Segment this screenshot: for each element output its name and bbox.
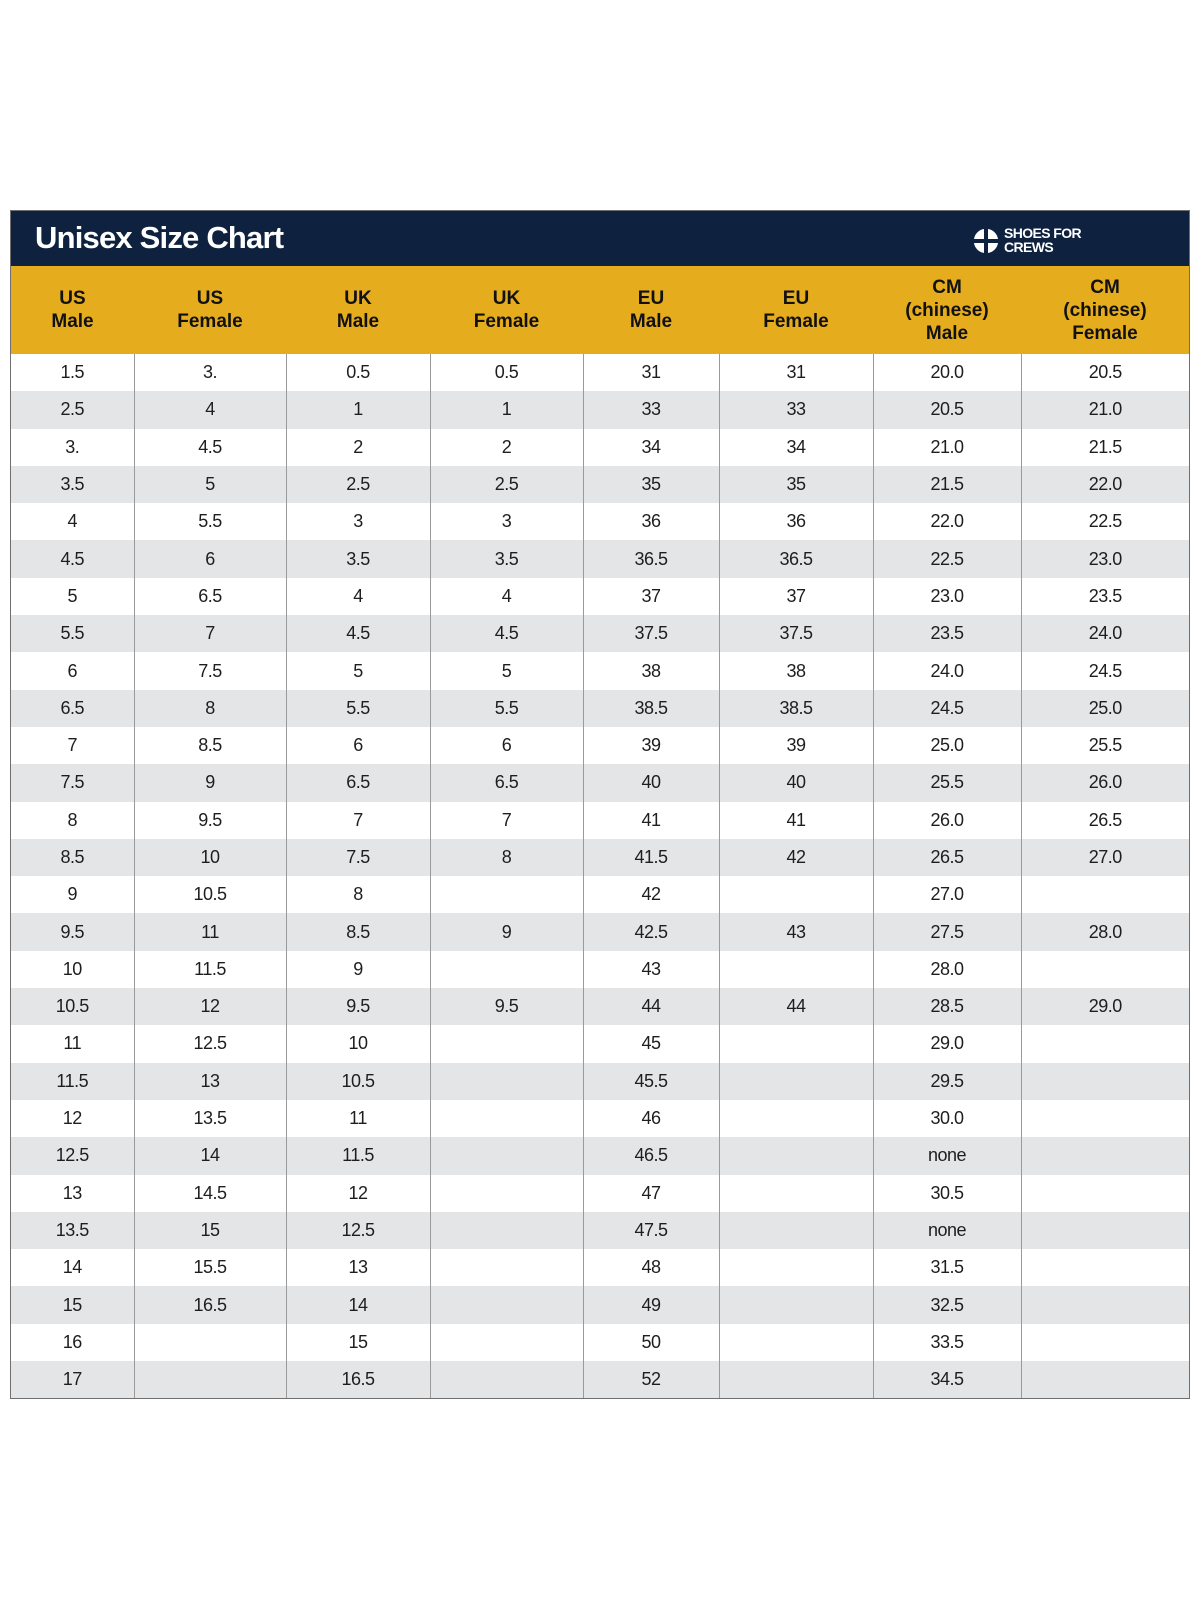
table-cell <box>430 1025 583 1062</box>
table-cell: 5 <box>430 652 583 689</box>
header-row <box>11 266 1189 354</box>
col-header-us-male: US Male <box>11 266 134 354</box>
table-cell: 21.5 <box>873 466 1021 503</box>
table-cell: 2.5 <box>11 391 134 428</box>
table-cell: 10.5 <box>11 988 134 1025</box>
table-cell: 4.5 <box>11 540 134 577</box>
table-cell: 14 <box>134 1137 286 1174</box>
table-cell: 24.0 <box>873 652 1021 689</box>
table-cell <box>719 1324 873 1361</box>
size-table <box>11 266 1189 1398</box>
table-cell <box>719 1175 873 1212</box>
table-cell <box>719 1361 873 1398</box>
table-cell: 7 <box>430 802 583 839</box>
table-cell: 3.5 <box>286 540 430 577</box>
table-cell: 32.5 <box>873 1286 1021 1323</box>
table-cell: 36 <box>583 503 719 540</box>
table-row <box>11 466 1189 503</box>
table-cell: 8.5 <box>11 839 134 876</box>
table-cell: 46.5 <box>583 1137 719 1174</box>
table-cell: 38 <box>719 652 873 689</box>
table-cell: 28.0 <box>873 951 1021 988</box>
table-cell: 6.5 <box>286 764 430 801</box>
table-cell: 11 <box>11 1025 134 1062</box>
table-cell <box>134 1324 286 1361</box>
table-row <box>11 503 1189 540</box>
col-header-uk-female: UK Female <box>430 266 583 354</box>
table-row <box>11 1175 1189 1212</box>
table-cell: 37 <box>719 578 873 615</box>
table-cell: 52 <box>583 1361 719 1398</box>
table-cell: 5 <box>11 578 134 615</box>
table-cell: 40 <box>719 764 873 801</box>
table-cell: 24.0 <box>1021 615 1189 652</box>
table-cell: 6 <box>134 540 286 577</box>
table-cell: 25.0 <box>1021 690 1189 727</box>
table-cell: 4 <box>430 578 583 615</box>
table-row <box>11 764 1189 801</box>
table-cell: 3 <box>430 503 583 540</box>
table-cell: 31 <box>583 354 719 391</box>
table-cell <box>719 1100 873 1137</box>
table-row <box>11 1286 1189 1323</box>
table-cell: 43 <box>583 951 719 988</box>
table-cell: 13 <box>11 1175 134 1212</box>
table-cell: 27.0 <box>1021 839 1189 876</box>
table-cell <box>1021 1212 1189 1249</box>
table-cell: 26.5 <box>873 839 1021 876</box>
table-cell: 47 <box>583 1175 719 1212</box>
table-cell <box>430 1361 583 1398</box>
table-cell <box>1021 1361 1189 1398</box>
table-cell: 41 <box>719 802 873 839</box>
table-row <box>11 540 1189 577</box>
table-row <box>11 1249 1189 1286</box>
table-cell: 26.0 <box>1021 764 1189 801</box>
table-cell: 13.5 <box>11 1212 134 1249</box>
table-cell: 20.0 <box>873 354 1021 391</box>
table-cell: 4.5 <box>134 429 286 466</box>
table-cell: 22.0 <box>1021 466 1189 503</box>
table-cell: 22.5 <box>1021 503 1189 540</box>
table-row <box>11 1324 1189 1361</box>
table-cell <box>1021 1137 1189 1174</box>
table-cell: 20.5 <box>873 391 1021 428</box>
table-cell: 7.5 <box>134 652 286 689</box>
table-cell: 3.5 <box>11 466 134 503</box>
col-header-cm-female: CM (chinese) Female <box>1021 266 1189 354</box>
chart-title: Unisex Size Chart <box>35 220 284 255</box>
table-cell <box>719 1249 873 1286</box>
table-cell: 11 <box>134 913 286 950</box>
table-row <box>11 1025 1189 1062</box>
table-cell: 41 <box>583 802 719 839</box>
table-cell <box>430 1063 583 1100</box>
table-cell: 33 <box>583 391 719 428</box>
table-cell: 7 <box>11 727 134 764</box>
table-cell: 8 <box>286 876 430 913</box>
table-cell: 3.5 <box>430 540 583 577</box>
table-cell: 8 <box>11 802 134 839</box>
logo-text: SHOES FOR CREWS <box>1004 225 1082 255</box>
table-cell: 15 <box>134 1212 286 1249</box>
table-cell: 14 <box>11 1249 134 1286</box>
col-header-eu-female: EU Female <box>719 266 873 354</box>
table-body <box>11 354 1189 1398</box>
table-cell: 2.5 <box>430 466 583 503</box>
table-row <box>11 578 1189 615</box>
table-cell: 34.5 <box>873 1361 1021 1398</box>
table-cell <box>1021 1063 1189 1100</box>
table-cell <box>134 1361 286 1398</box>
table-cell: 38 <box>583 652 719 689</box>
table-cell <box>430 1175 583 1212</box>
table-cell: 33.5 <box>873 1324 1021 1361</box>
table-cell: 9 <box>430 913 583 950</box>
col-header-uk-male: UK Male <box>286 266 430 354</box>
table-cell: 3. <box>11 429 134 466</box>
table-row <box>11 913 1189 950</box>
table-cell: 20.5 <box>1021 354 1189 391</box>
table-cell: 12.5 <box>286 1212 430 1249</box>
table-cell: 21.0 <box>873 429 1021 466</box>
table-cell: 6 <box>286 727 430 764</box>
table-cell: 13.5 <box>134 1100 286 1137</box>
table-cell: 16.5 <box>286 1361 430 1398</box>
table-row <box>11 839 1189 876</box>
table-cell: 4.5 <box>430 615 583 652</box>
col-header-us-female: US Female <box>134 266 286 354</box>
table-cell: 0.5 <box>286 354 430 391</box>
table-cell: 35 <box>583 466 719 503</box>
table-cell: 14.5 <box>134 1175 286 1212</box>
logo-mark-icon <box>973 228 999 254</box>
table-cell: 26.5 <box>1021 802 1189 839</box>
table-cell: none <box>873 1212 1021 1249</box>
title-bar <box>11 211 1189 266</box>
table-cell: 24.5 <box>873 690 1021 727</box>
table-row <box>11 1063 1189 1100</box>
table-cell: 42 <box>583 876 719 913</box>
table-cell: 30.0 <box>873 1100 1021 1137</box>
table-cell: 9.5 <box>430 988 583 1025</box>
table-cell: 10.5 <box>286 1063 430 1100</box>
table-cell: 45 <box>583 1025 719 1062</box>
table-cell <box>1021 1025 1189 1062</box>
table-cell: 27.5 <box>873 913 1021 950</box>
table-row <box>11 988 1189 1025</box>
table-cell: 6.5 <box>134 578 286 615</box>
table-row <box>11 429 1189 466</box>
table-cell: 25.5 <box>1021 727 1189 764</box>
table-cell: 3 <box>286 503 430 540</box>
table-cell: 14 <box>286 1286 430 1323</box>
table-cell: 10 <box>286 1025 430 1062</box>
table-cell: 13 <box>134 1063 286 1100</box>
table-cell: 36 <box>719 503 873 540</box>
table-cell: 5.5 <box>134 503 286 540</box>
table-cell: 2 <box>430 429 583 466</box>
table-cell: 23.0 <box>873 578 1021 615</box>
table-cell: 39 <box>583 727 719 764</box>
table-cell: 2.5 <box>286 466 430 503</box>
table-cell <box>1021 1175 1189 1212</box>
table-cell: 38.5 <box>583 690 719 727</box>
table-row <box>11 876 1189 913</box>
table-cell <box>719 951 873 988</box>
table-cell: 12.5 <box>134 1025 286 1062</box>
table-cell: 45.5 <box>583 1063 719 1100</box>
table-cell: 38.5 <box>719 690 873 727</box>
table-cell: 4.5 <box>286 615 430 652</box>
table-row <box>11 951 1189 988</box>
table-cell: 30.5 <box>873 1175 1021 1212</box>
table-cell: 50 <box>583 1324 719 1361</box>
table-cell: 43 <box>719 913 873 950</box>
table-cell: 15.5 <box>134 1249 286 1286</box>
table-cell: 6 <box>11 652 134 689</box>
table-cell: 5 <box>286 652 430 689</box>
table-cell: 24.5 <box>1021 652 1189 689</box>
table-cell: 4 <box>286 578 430 615</box>
table-cell: 25.0 <box>873 727 1021 764</box>
table-cell: 9.5 <box>11 913 134 950</box>
table-cell: 9.5 <box>134 802 286 839</box>
table-cell: 11.5 <box>11 1063 134 1100</box>
table-cell: 41.5 <box>583 839 719 876</box>
table-cell <box>1021 1100 1189 1137</box>
table-cell: 12 <box>286 1175 430 1212</box>
table-cell <box>430 1324 583 1361</box>
table-cell: 27.0 <box>873 876 1021 913</box>
table-cell: 28.0 <box>1021 913 1189 950</box>
table-cell: 16.5 <box>134 1286 286 1323</box>
table-cell: 39 <box>719 727 873 764</box>
table-cell: 4 <box>134 391 286 428</box>
table-cell: 23.0 <box>1021 540 1189 577</box>
table-cell: 5.5 <box>430 690 583 727</box>
table-cell: 5 <box>134 466 286 503</box>
table-cell: 6 <box>430 727 583 764</box>
table-cell: 46 <box>583 1100 719 1137</box>
table-cell: 36.5 <box>583 540 719 577</box>
col-header-cm-male: CM (chinese) Male <box>873 266 1021 354</box>
table-cell: 35 <box>719 466 873 503</box>
table-cell: 1 <box>430 391 583 428</box>
table-cell: 16 <box>11 1324 134 1361</box>
table-cell: 42.5 <box>583 913 719 950</box>
table-row <box>11 1137 1189 1174</box>
table-cell: 5.5 <box>286 690 430 727</box>
table-cell: 34 <box>719 429 873 466</box>
table-cell: 3. <box>134 354 286 391</box>
table-cell: 23.5 <box>1021 578 1189 615</box>
size-chart <box>10 210 1190 1399</box>
table-cell: 11.5 <box>286 1137 430 1174</box>
table-cell: 9 <box>11 876 134 913</box>
table-cell: 48 <box>583 1249 719 1286</box>
table-cell <box>719 1212 873 1249</box>
table-cell: 29.0 <box>873 1025 1021 1062</box>
table-cell <box>719 1137 873 1174</box>
table-cell: 28.5 <box>873 988 1021 1025</box>
table-cell: 11.5 <box>134 951 286 988</box>
table-cell: 10.5 <box>134 876 286 913</box>
table-row <box>11 690 1189 727</box>
table-cell: 2 <box>286 429 430 466</box>
table-cell: 13 <box>286 1249 430 1286</box>
table-cell: 31 <box>719 354 873 391</box>
table-cell: 6.5 <box>430 764 583 801</box>
table-cell: 0.5 <box>430 354 583 391</box>
table-cell <box>430 876 583 913</box>
table-cell <box>430 951 583 988</box>
table-cell: 22.0 <box>873 503 1021 540</box>
table-cell: 26.0 <box>873 802 1021 839</box>
table-cell: 42 <box>719 839 873 876</box>
table-row <box>11 615 1189 652</box>
table-cell: 7.5 <box>286 839 430 876</box>
table-cell: 34 <box>583 429 719 466</box>
table-cell: 29.0 <box>1021 988 1189 1025</box>
table-cell <box>430 1212 583 1249</box>
shoes-for-crews-logo <box>973 226 1103 256</box>
table-cell: 15 <box>11 1286 134 1323</box>
table-cell: 29.5 <box>873 1063 1021 1100</box>
table-row <box>11 1212 1189 1249</box>
table-cell: 12.5 <box>11 1137 134 1174</box>
table-cell <box>719 1025 873 1062</box>
table-cell: 23.5 <box>873 615 1021 652</box>
table-cell: 4 <box>11 503 134 540</box>
table-cell: 8 <box>134 690 286 727</box>
table-cell: 37 <box>583 578 719 615</box>
table-cell <box>430 1286 583 1323</box>
table-cell: 12 <box>134 988 286 1025</box>
table-cell: 15 <box>286 1324 430 1361</box>
table-cell: 8.5 <box>134 727 286 764</box>
table-cell: 36.5 <box>719 540 873 577</box>
table-cell: 17 <box>11 1361 134 1398</box>
table-cell: 7 <box>134 615 286 652</box>
table-cell <box>1021 1249 1189 1286</box>
table-row <box>11 1100 1189 1137</box>
table-cell: 21.5 <box>1021 429 1189 466</box>
table-cell: 11 <box>286 1100 430 1137</box>
table-cell: 8.5 <box>286 913 430 950</box>
table-cell: 31.5 <box>873 1249 1021 1286</box>
col-header-eu-male: EU Male <box>583 266 719 354</box>
table-cell <box>719 1286 873 1323</box>
table-cell <box>1021 1286 1189 1323</box>
table-cell: 44 <box>719 988 873 1025</box>
table-cell: 9 <box>286 951 430 988</box>
table-cell: 37.5 <box>583 615 719 652</box>
table-cell: 10 <box>134 839 286 876</box>
table-row <box>11 652 1189 689</box>
table-row <box>11 727 1189 764</box>
table-cell: 44 <box>583 988 719 1025</box>
table-cell <box>430 1249 583 1286</box>
table-cell: 25.5 <box>873 764 1021 801</box>
table-cell: 8 <box>430 839 583 876</box>
table-cell: 12 <box>11 1100 134 1137</box>
table-cell: 37.5 <box>719 615 873 652</box>
table-row <box>11 354 1189 391</box>
table-cell: 10 <box>11 951 134 988</box>
table-cell <box>1021 1324 1189 1361</box>
table-cell <box>430 1100 583 1137</box>
table-cell <box>1021 876 1189 913</box>
table-cell: 7.5 <box>11 764 134 801</box>
table-cell: 1.5 <box>11 354 134 391</box>
table-cell: none <box>873 1137 1021 1174</box>
table-cell: 1 <box>286 391 430 428</box>
table-cell: 33 <box>719 391 873 428</box>
table-row <box>11 1361 1189 1398</box>
table-cell: 9.5 <box>286 988 430 1025</box>
table-row <box>11 391 1189 428</box>
table-cell: 47.5 <box>583 1212 719 1249</box>
table-cell: 6.5 <box>11 690 134 727</box>
table-cell: 21.0 <box>1021 391 1189 428</box>
table-row <box>11 802 1189 839</box>
table-cell: 40 <box>583 764 719 801</box>
table-cell <box>719 1063 873 1100</box>
table-cell: 5.5 <box>11 615 134 652</box>
table-cell: 49 <box>583 1286 719 1323</box>
table-cell: 7 <box>286 802 430 839</box>
table-cell <box>719 876 873 913</box>
table-cell: 22.5 <box>873 540 1021 577</box>
table-cell: 9 <box>134 764 286 801</box>
table-cell <box>430 1137 583 1174</box>
table-cell <box>1021 951 1189 988</box>
